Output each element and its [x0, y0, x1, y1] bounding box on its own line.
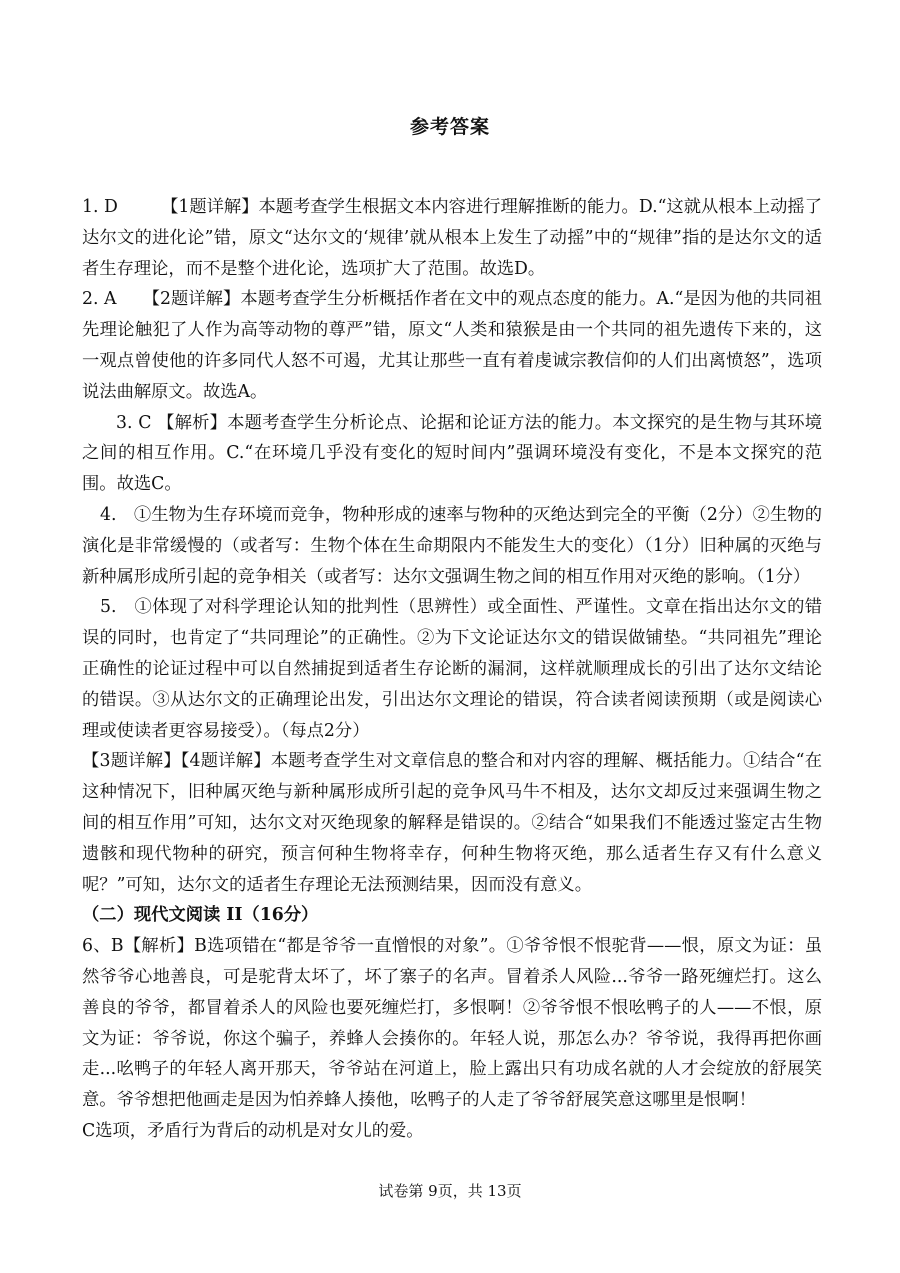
answer-paragraph-6: 6、B【解析】B选项错在“都是爷爷一直憎恨的对象”。①爷爷恨不恨驼背——恨，原文为证：虽然爷爷心地善良，可是驼背太坏了，坏了寨子的名声。冒着杀人风险...爷爷一路死缠烂打。这么善良的爷爷，都冒着杀人的风险也要死缠烂打，多恨啊！②爷爷恨不恨吆鸭子的人——不恨，原文为证：爷爷说，你这个骗子，养蜂人会揍你的。年轻人说，那怎么办？爷爷说，我得再把你画走...吆鸭子的年轻人离开那天，爷爷站在河道上，脸上露出只有功成名就的人才会绽放的舒展笑意。爷爷想把他画走是因为怕养蜂人揍他，吆鸭子的人走了爷爷舒展笑意这哪里是恨啊！ [82, 936, 822, 1111]
answer-paragraph-4: 4. ①生物为生存环境而竞争，物种形成的速率与物种的灭绝达到完全的平衡（2分）②生物的演化是非常缓慢的（或者写：生物个体在生命期限内不能发生大的变化）（1分）旧种属的灭绝与新种属形成所引起的竞争相关（或者写：达尔文强调生物之间的相互作用对灭绝的影响。（1分） [82, 504, 822, 587]
answer-content [82, 192, 822, 1147]
answer-paragraph-3: 3. C 【解析】本题考查学生分析论点、论据和论证方法的能力。本文探究的是生物与其环境之间的相互作用。C.“在环境几乎没有变化的短时间内”强调环境没有变化，不是本文探究的范围。故选C。 [82, 412, 822, 495]
answer-paragraph-5: 5. ①体现了对科学理论认知的批判性（思辨性）或全面性、严谨性。文章在指出达尔文的错误的同时，也肯定了“共同理论”的正确性。②为下文论证达尔文的错误做铺垫。“共同祖先”理论正确性的论证过程中可以自然捕捉到适者生存论断的漏洞，这样就顺理成长的引出了达尔文结论的错误。③从达尔文的正确理论出发，引出达尔文理论的错误，符合读者阅读预期（或是阅读心理或使读者更容易接受）。（每点2分） [82, 597, 822, 741]
answer-paragraph-1: 1. D 【1题详解】本题考查学生根据文本内容进行理解推断的能力。D.“这就从根本上动摇了达尔文的进化论”错，原文“达尔文的‘规律’就从根本上发生了动摇”中的“规律”指的是达尔文的适者生存理论，而不是整个进化论，选项扩大了范围。故选D。 [82, 197, 822, 279]
section-heading: （二）现代文阅读 II（16分） [82, 905, 319, 926]
page-title: 参考答案 [409, 116, 490, 138]
answer-paragraph-detail-3-4: 【3题详解】【4题详解】本题考查学生对文章信息的整合和对内容的理解、概括能力。①结合“在这种情况下，旧种属灭绝与新种属形成所引起的竞争风马牛不相及，达尔文却反过来强调生物之间的相互作用”可知，达尔文对灭绝现象的解释是错误的。②结合“如果我们不能透过鉴定古生物遗骸和现代物种的研究，预言何种生物将幸存，何种生物将灭绝，那么适者生存又有什么意义呢？”可知，达尔文的适者生存理论无法预测结果，因而没有意义。 [82, 751, 822, 895]
answer-paragraph-2: 2. A 【2题详解】本题考查学生分析概括作者在文中的观点态度的能力。A.“是因为他的共同祖先理论触犯了人作为高等动物的尊严”错，原文“人类和猿猴是由一个共同的祖先遗传下来的，这一观点曾使他的许多同代人怒不可遏，尤其让那些一直有着虔诚宗教信仰的人们出离愤怒”，选项说法曲解原文。故选A。 [82, 289, 822, 402]
page-footer: 试卷第 9页，共 13页 [378, 1182, 522, 1200]
answer-paragraph-6c: C选项，矛盾行为背后的动机是对女儿的爱。 [82, 1120, 424, 1141]
